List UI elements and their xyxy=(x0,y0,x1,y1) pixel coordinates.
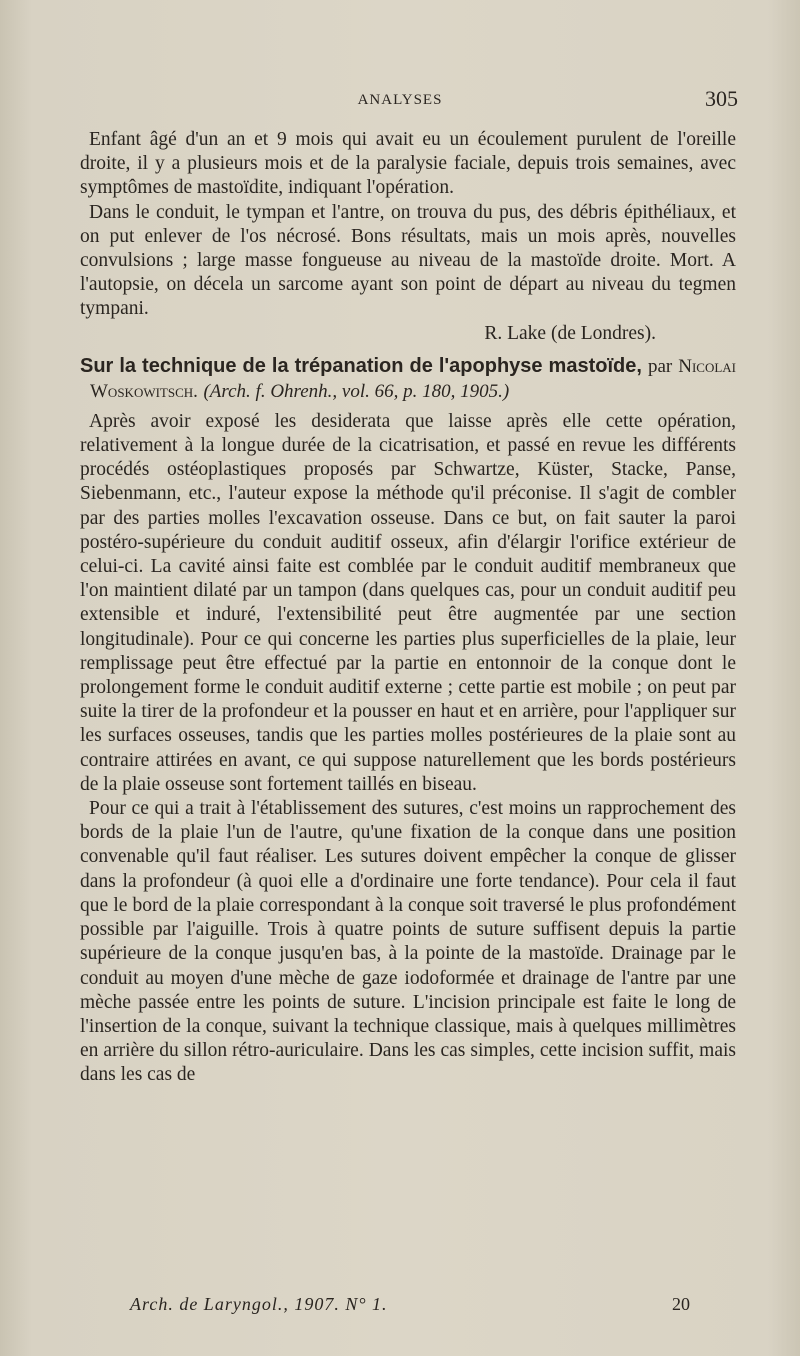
running-header: ANALYSES xyxy=(357,92,443,108)
page-body xyxy=(80,128,736,1088)
paragraph: Enfant âgé d'un an et 9 mois qui avait eu un écoulement purulent de l'oreille droite, il y a plusieurs mois et de la paralysie faciale, depuis trois semaines, avec symptômes de mastoïdite, indiquant l'opération. xyxy=(80,129,736,199)
sheet-number: 20 xyxy=(672,1294,690,1314)
paragraph: Pour ce qui a trait à l'établissement des sutures, c'est moins un rapprochement des bords de la plaie l'un de l'autre, qu'une fixation de la conque dans une position convenable qu'il faut réaliser. Les sutures doivent empêcher la conque de glisser dans la profondeur (à quoi elle a d'ordinaire une forte tendance). Pour cela il faut que le bord de la plaie correspondant à la conque soit traversé le plus profondément possible par l'aiguille. Trois à quatre points de suture suffisent depuis la partie supérieure de la conque jusqu'en bas, à la pointe de la mastoïde. Drainage par le conduit au moyen d'une mèche de gaze iodoformée et drainage de l'antre par une mèche passée entre les points de suture. L'incision principale est faite le long de l'insertion de la conque, suivant la technique classique, mais à quelques millimètres en arrière du sillon rétro-auriculaire. Dans les cas simples, cette incision suffit, mais dans les cas de xyxy=(80,798,736,1086)
paragraph: Après avoir exposé les desiderata que laisse après elle cette opération, relativement à la longue durée de la cicatrisation, et passé en revue les différents procédés ostéoplastiques proposés par Schwartze, Küster, Stacke, Panse, Siebenmann, etc., l'auteur expose la méthode qu'il préconise. Il s'agit de combler par des parties molles l'excavation osseuse. Dans ce but, on fait sauter la paroi postéro-supérieure du conduit auditif osseux, afin d'élargir l'orifice extérieur de celui-ci. La cavité ainsi faite est comblée par le conduit auditif membraneux que l'on maintient dilaté par un tampon (dans quelques cas, pour un conduit auditif peu extensible et induré, l'extensibilité peut être augmentée par une section longitudinale). Pour ce qui concerne les parties plus superficielles de la plaie, leur remplissage peut être effectué par la partie en entonnoir de la conque dont le prolongement forme le conduit auditif externe ; cette partie est mobile ; on peut par suite la tirer de la profondeur et la pousser en haut et en arrière, pour l'appliquer sur les surfaces osseuses, tandis que les parties molles postérieures de la plaie sont au contraire attirées en avant, ce qui suppose naturellement que les bords postérieurs de la plaie osseuse sont fortement taillés en biseau. xyxy=(80,410,736,795)
article-heading xyxy=(80,354,736,404)
article-title: Sur la technique de la trépanation de l'apophyse mastoïde, xyxy=(80,354,642,377)
article-by: par xyxy=(647,355,673,377)
journal-reference: Arch. de Laryngol., 1907. N° 1. xyxy=(130,1294,388,1314)
signature: R. Lake (de Londres). xyxy=(484,322,656,344)
article-citation: (Arch. f. Ohrenh., vol. 66, p. 180, 1905.) xyxy=(203,380,510,402)
paragraph: Dans le conduit, le tympan et l'antre, on trouva du pus, des débris épithéliaux, et on put enlever de l'os nécrosé. Bons résultats, mais un mois après, nouvelles convulsions ; large masse fongueuse au niveau de la mastoïde droite. Mort. A l'autopsie, on décela un sarcome ayant son point de départ au niveau du tegmen tympani. xyxy=(80,201,736,320)
page-footer xyxy=(130,1294,690,1315)
article-author: Nicolai Woskowitsch. xyxy=(90,355,737,402)
page-number: 305 xyxy=(705,86,738,111)
